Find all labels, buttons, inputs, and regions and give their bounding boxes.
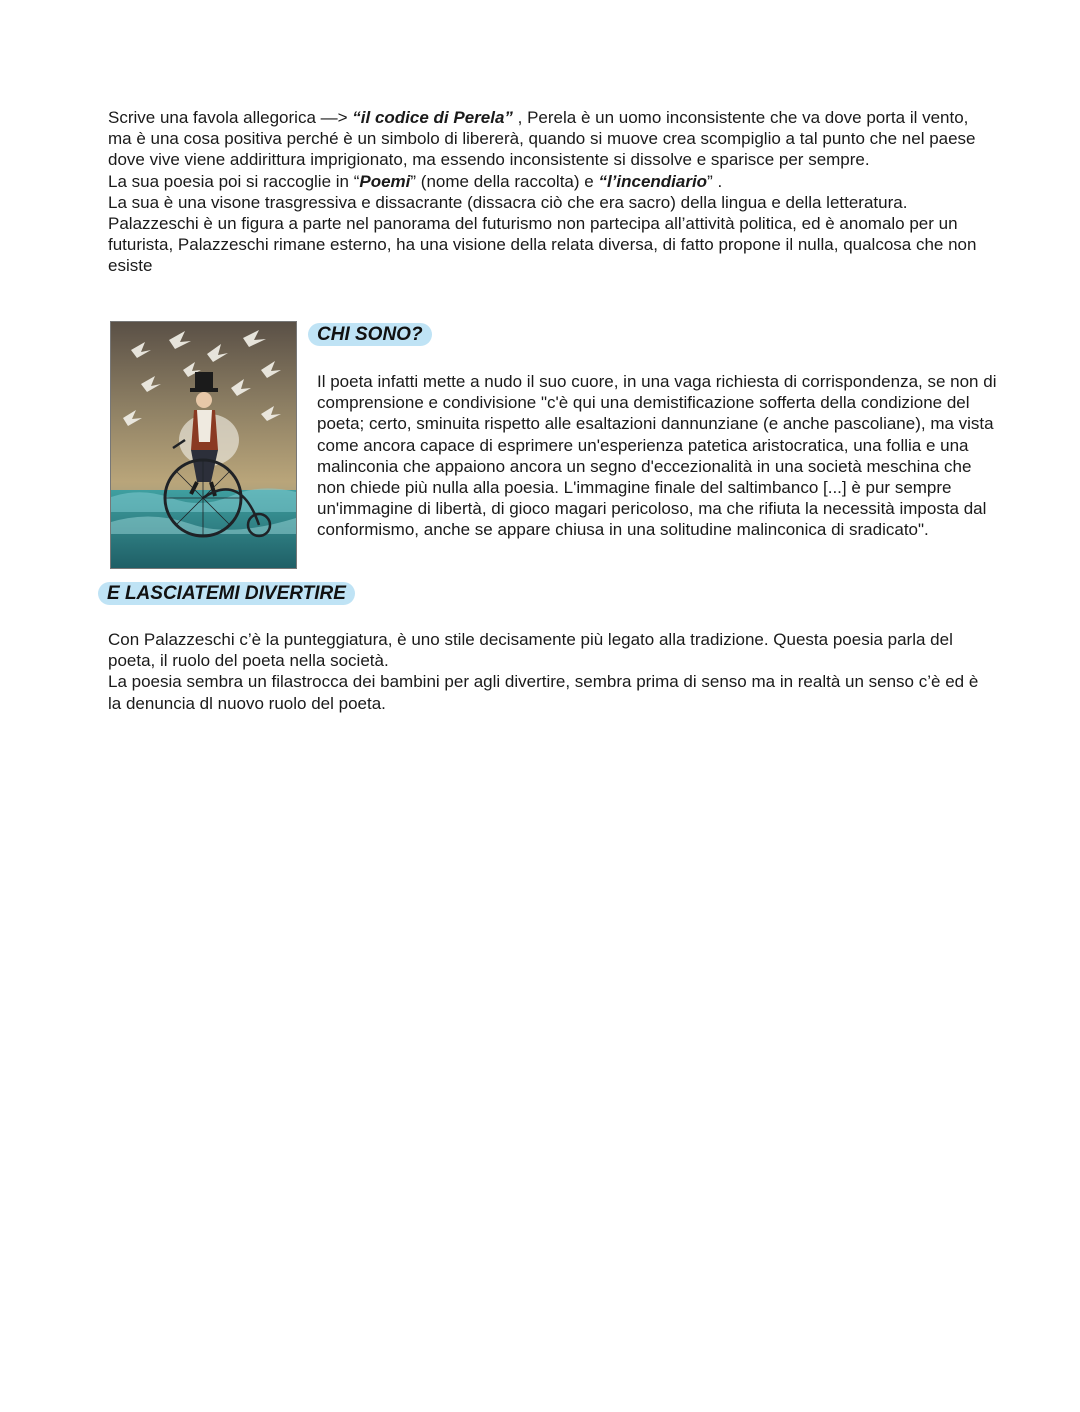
chi-sono-body: Il poeta infatti mette a nudo il suo cuore, in una vaga richiesta di corrispondenza, se non di comprensione e condivisione "c'è qui una demistificazione sofferta della condizione del poeta; certo, sminuita rispetto alle esaltazioni dannunziane (e anche pascoliane), ma vista come ancora capace di esprimere un'esperienza patetica aristocratica, una follia e una malinconia che appaiono ancora un segno d'eccezionalità in una società meschina che non chiede più nulla alla poesia. L'immagine finale del saltimbanco [...] è pur sempre un'immagine di libertà, di gioco magari pericoloso, ma che rifiuta la necessità imposta dal conformismo, anche se appare chiusa in una solitudine malinconica di sradicato". [317,372,997,540]
lasciatemi-p1: Con Palazzeschi c’è la punteggiatura, è uno stile decisamente più legato alla tradizione. Questa poesia parla del poeta, il ruolo del poeta nella società. [108,630,953,671]
title-incendiario: “l’incendiario [598,171,708,191]
intro-p1-rest: , Perela è un uomo inconsistente che va dove porta il vento, ma è una cosa positiva perché è un simbolo di libererà, quando si muove crea scompiglio a tal punto che nel paese dove vive viene addirittura imprigionato, ma essendo inconsistente si dissolve e sparisce per sempre. [108,108,976,170]
intro-p2-start: La sua poesia poi si raccoglie in “ [108,171,360,191]
painting-image [110,321,297,569]
surreal-cyclist-illustration [111,322,296,568]
intro-p2-mid: ” (nome della raccolta) e [410,171,599,191]
intro-p3: La sua è una visone trasgressiva e dissacrante (dissacra ciò che era sacro) della lingua e della letteratura. [108,192,908,212]
intro-p4: Palazzeschi è un figura a parte nel panorama del futurismo non partecipa all’attività politica, ed è anomalo per un futurista, Palazzeschi rimane esterno, ha una visione della relata diversa, di fatto propone il nulla, qualcosa che non esiste [108,214,977,276]
book-title-perela: “il codice di Perela” [352,108,513,127]
lasciatemi-p2: La poesia sembra un filastrocca dei bambini per agli divertire, sembra prima di senso ma in realtà un senso c’è ed è la denuncia dl nuovo ruolo del poeta. [108,672,979,713]
intro-text [108,107,988,277]
lasciatemi-divertire-heading: E LASCIATEMI DIVERTIRE [98,582,355,605]
title-poemi: Poemi [359,171,411,191]
intro-p1-start: Scrive una favola allegorica —> [108,108,353,127]
chi-sono-heading: CHI SONO? [308,323,432,346]
lasciatemi-divertire-body [108,629,988,714]
intro-p2-end: ” . [707,171,723,191]
